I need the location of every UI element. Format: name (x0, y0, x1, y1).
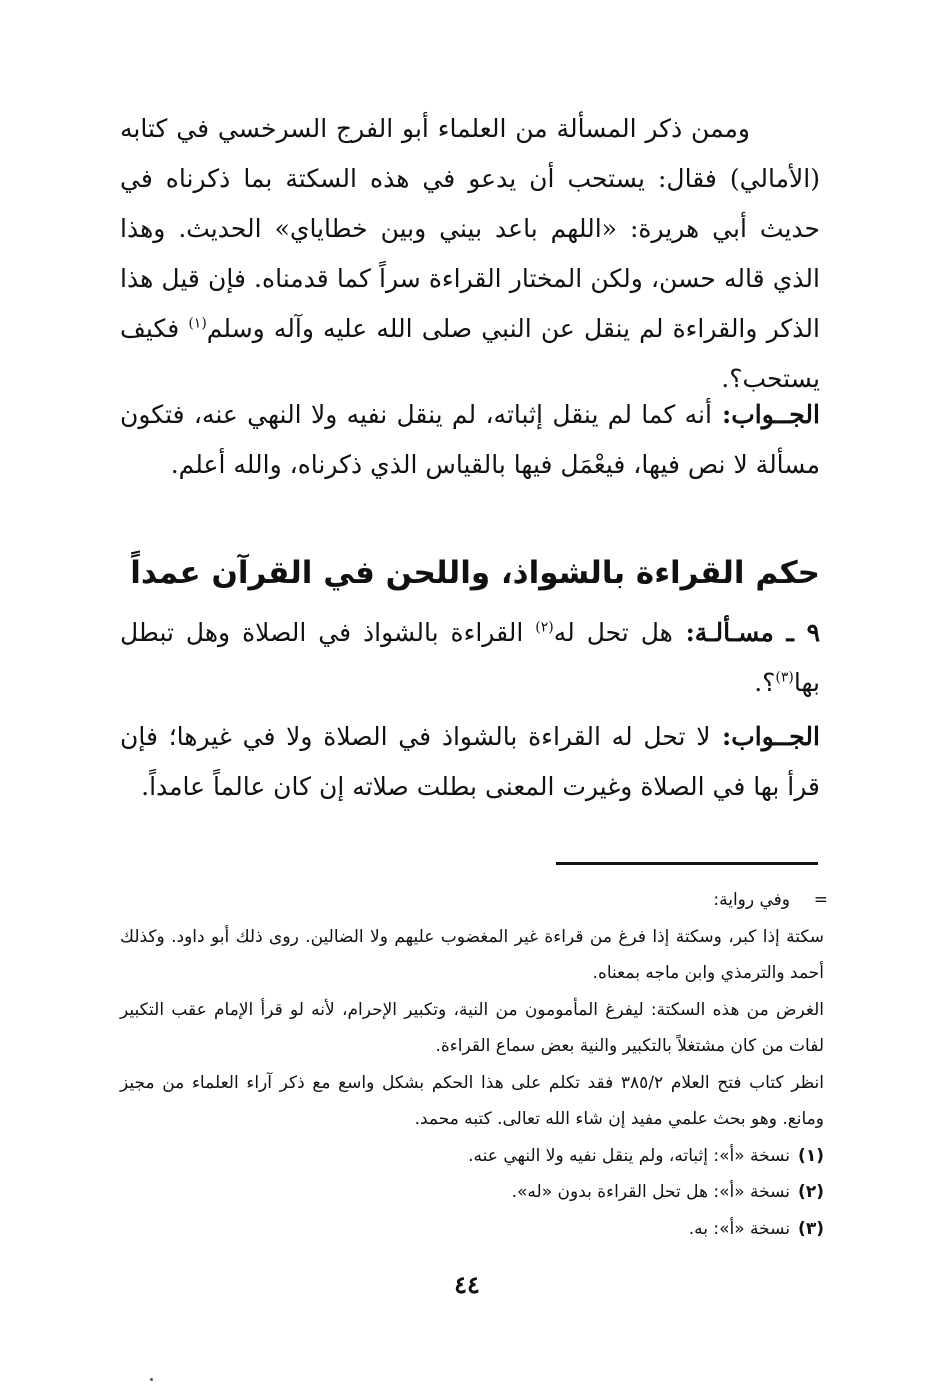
paragraph-text: وممن ذكر المسألة من العلماء أبو الفرج السرخسي في كتابه (الأمالي) فقال: يستحب أن يدعو في هذه السكتة بما ذكرناه في حديث أبي هريرة: «اللهم باعد بيني وبين خطاياي» الحديث. وهذا الذي قاله حسن، ولكن المختار القراءة سراً كما قدمناه. فإن قيل هذا الذكر والقراءة لم ينقل عن النبي صلى الله عليه وآله وسلم (120, 114, 820, 343)
footnote-separator (556, 862, 818, 865)
footnote-text: نسخة «أ»: به. (688, 1218, 791, 1239)
footnote-number: (٣) (798, 1218, 824, 1239)
footnote-ref-3[interactable]: (٣) (775, 669, 794, 686)
continuation-mark: = (813, 890, 828, 910)
scan-speck (150, 1378, 153, 1381)
answer-label: الجــواب: (711, 400, 820, 429)
paragraph-answer-2 (120, 712, 820, 812)
note-intro-text: وفي رواية: (713, 890, 790, 910)
section-heading: حكم القراءة بالشواذ، واللحن في القرآن عمداً (130, 555, 820, 591)
footnote-ref-1[interactable]: (١) (188, 315, 207, 332)
paragraph-answer-1 (120, 390, 820, 490)
footnote-1 (120, 1138, 824, 1175)
question-label: ٩ ـ مسـألـة: (672, 618, 820, 647)
footnote-2 (120, 1174, 824, 1211)
question-text-end: ؟. (754, 668, 776, 697)
note-paragraph: انظر كتاب فتح العلام ٣٨٥/٢ فقد تكلم على هذا الحكم بشكل واسع مع ذكر آراء العلماء من مجيز ومانع. وهو بحث علمي مفيد إن شاء الله تعالى. كتبه محمد. (120, 1072, 824, 1129)
answer-text: لا تحل له القراءة بالشواذ في الصلاة ولا في غيرها؛ فإن قرأ بها في الصلاة وغيرت المعنى بطلت صلاته إن كان عالماً عامداً. (120, 722, 820, 801)
question-text-a: هل تحل له (553, 618, 673, 647)
note-intro (120, 882, 828, 919)
footnotes-block (120, 882, 828, 1247)
note-paragraph: سكتة إذا كبر، وسكتة إذا فرغ من قراءة غير المغضوب عليهم ولا الضالين. روى ذلك أبو داود. وكذلك أحمد والترمذي وابن ماجه بمعناه. (120, 926, 824, 983)
paragraph-question-9 (120, 608, 820, 708)
footnote-3 (120, 1211, 824, 1248)
paragraph-text-end: فكيف يستحب؟. (120, 314, 820, 393)
paragraph-sarakhsi (120, 104, 820, 404)
footnote-number: (١) (798, 1145, 824, 1166)
page-number: ٤٤ (454, 1270, 480, 1299)
footnote-text: نسخة «أ»: إثباته، ولم ينقل نفيه ولا النهي عنه. (468, 1145, 791, 1166)
footnote-text: نسخة «أ»: هل تحل القراءة بدون «له». (511, 1182, 791, 1202)
answer-text: أنه كما لم ينقل إثباته، لم ينقل نفيه ولا النهي عنه، فتكون مسألة لا نص فيها، فيعْمَل فيها بالقياس الذي ذكرناه، والله أعلم. (120, 400, 820, 479)
note-paragraph: الغرض من هذه السكتة: ليفرغ المأمومون من النية، وتكبير الإحرام، لأنه لو قرأ الإمام عقب التكبير لفات من كان مشتغلاً بالتكبير والنية بعض سماع القراءة. (120, 999, 824, 1056)
footnote-ref-2[interactable]: (٢) (535, 619, 554, 636)
footnote-number: (٢) (798, 1182, 824, 1202)
answer-label: الجــواب: (710, 722, 820, 751)
question-text-b: القراءة بالشواذ في الصلاة وهل تبطل بها (120, 618, 820, 697)
